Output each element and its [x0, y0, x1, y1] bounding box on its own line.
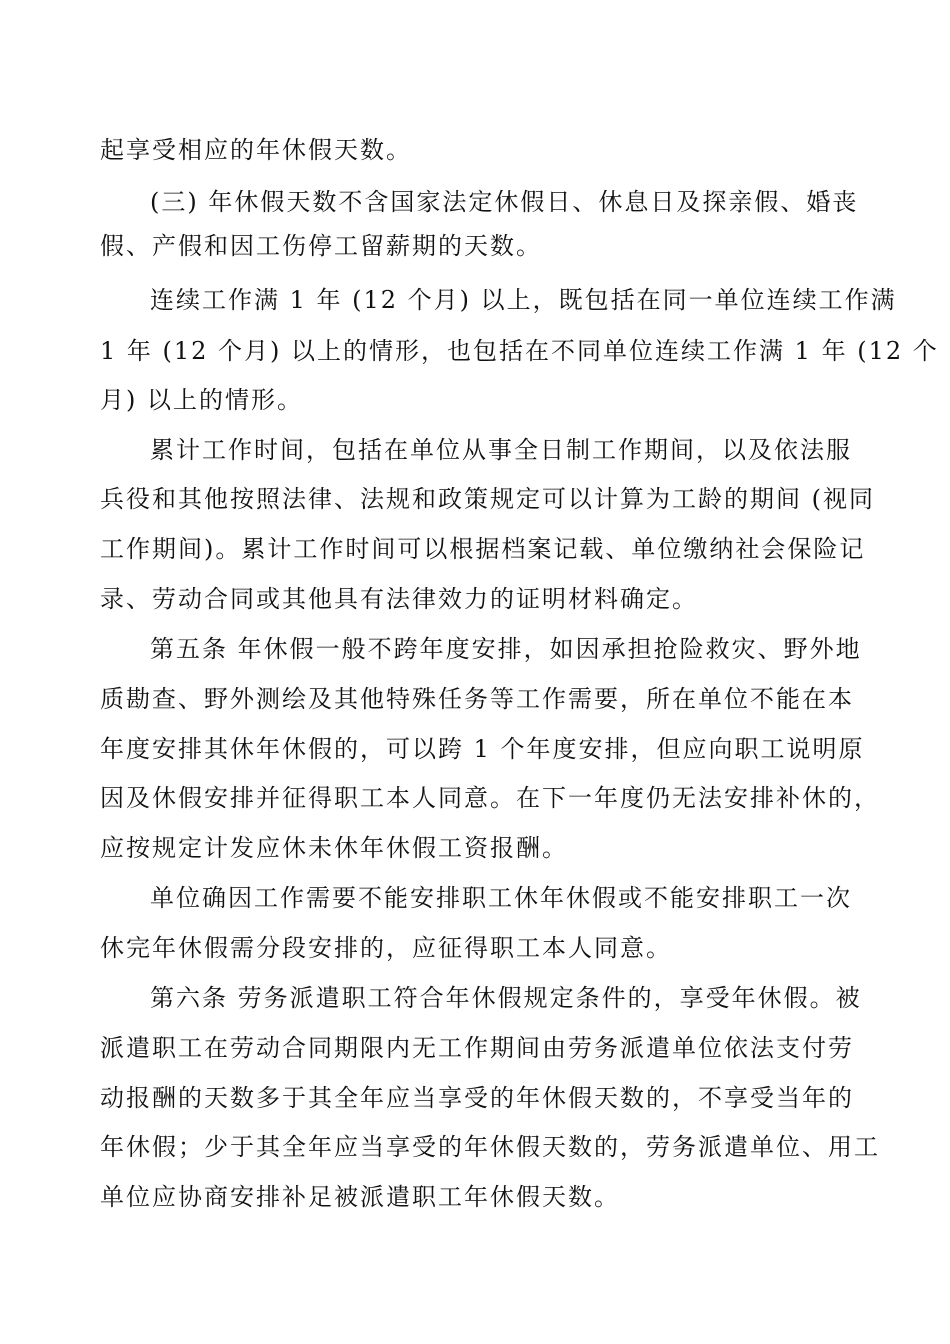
text-line: 录、劳动合同或其他具有法律效力的证明材料确定。 — [100, 585, 698, 613]
text-line: 兵役和其他按照法律、法规和政策规定可以计算为工龄的期间 (视同 — [100, 485, 875, 513]
text-line: (三) 年休假天数不含国家法定休假日、休息日及探亲假、婚丧 — [150, 188, 859, 216]
text-line: 应按规定计发应休未休年休假工资报酬。 — [100, 834, 568, 862]
text-line: 动报酬的天数多于其全年应当享受的年休假天数的，不享受当年的 — [100, 1084, 854, 1112]
text-line: 年休假；少于其全年应当享受的年休假天数的，劳务派遣单位、用工 — [100, 1133, 880, 1161]
text-line: 因及休假安排并征得职工本人同意。在下一年度仍无法安排补休的， — [100, 784, 880, 812]
text-line: 第五条 年休假一般不跨年度安排，如因承担抢险救灾、野外地 — [150, 635, 862, 663]
text-line: 单位应协商安排补足被派遣职工年休假天数。 — [100, 1183, 620, 1211]
text-line: 连续工作满 1 年 (12 个月) 以上，既包括在同一单位连续工作满 — [150, 286, 897, 314]
text-line: 假、产假和因工伤停工留薪期的天数。 — [100, 232, 542, 260]
text-line: 单位确因工作需要不能安排职工休年休假或不能安排职工一次 — [150, 884, 852, 912]
text-line: 年度安排其休年休假的，可以跨 1 个年度安排，但应向职工说明原 — [100, 735, 865, 763]
text-line: 第六条 劳务派遣职工符合年休假规定条件的，享受年休假。被 — [150, 984, 862, 1012]
text-line: 休完年休假需分段安排的，应征得职工本人同意。 — [100, 934, 672, 962]
text-line: 工作期间)。累计工作时间可以根据档案记载、单位缴纳社会保险记 — [100, 535, 866, 563]
text-line: 1 年 (12 个月) 以上的情形，也包括在不同单位连续工作满 1 年 (12 个 — [100, 337, 939, 365]
text-line: 质勘查、野外测绘及其他特殊任务等工作需要，所在单位不能在本 — [100, 685, 854, 713]
text-line: 月) 以上的情形。 — [100, 386, 303, 414]
text-line: 起享受相应的年休假天数。 — [100, 136, 412, 164]
text-line: 累计工作时间，包括在单位从事全日制工作期间，以及依法服 — [150, 436, 852, 464]
text-line: 派遣职工在劳动合同期限内无工作期间由劳务派遣单位依法支付劳 — [100, 1034, 854, 1062]
